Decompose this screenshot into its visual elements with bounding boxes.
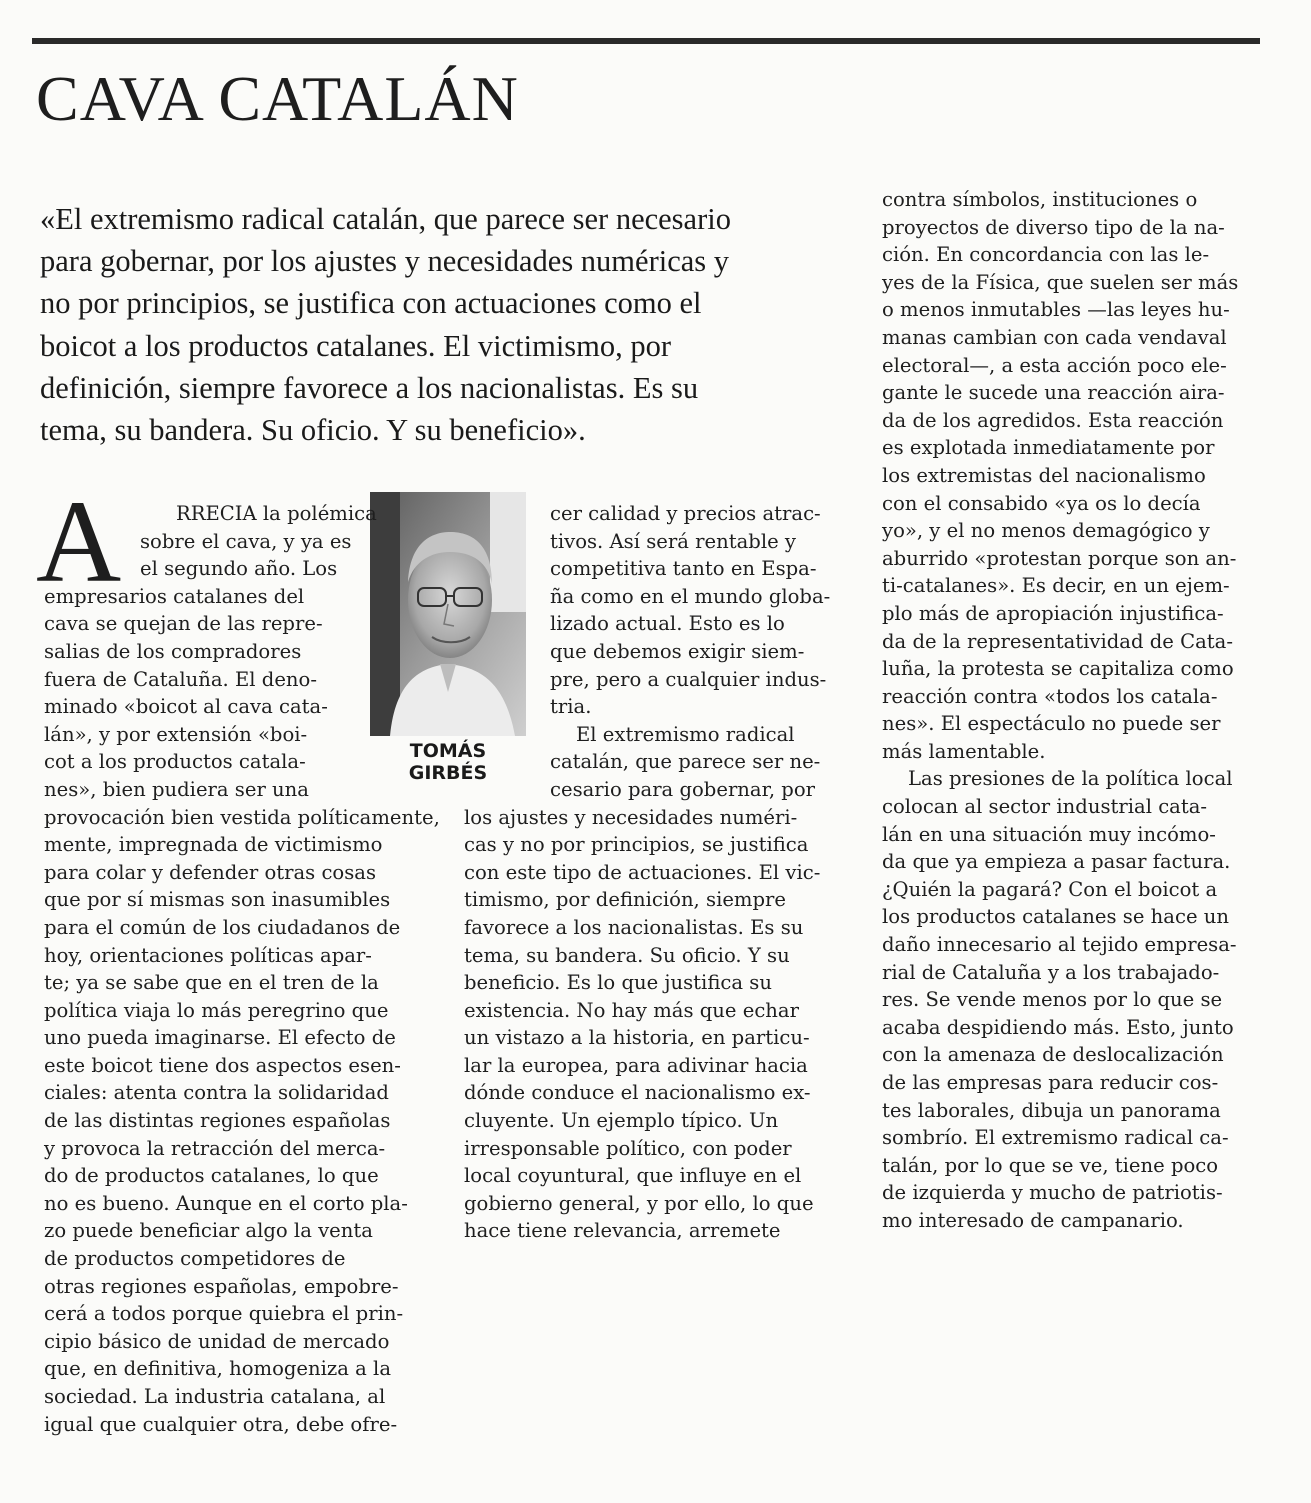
body-text-line: yes de la Física, que suelen ser más (882, 270, 1239, 294)
body-text-line: sombrío. El extremismo radical ca- (882, 1126, 1229, 1150)
body-text-line: do de productos catalanes, lo que (44, 1164, 379, 1188)
body-text-line: rial de Cataluña y a los trabajado- (882, 960, 1220, 984)
body-text-line: contra símbolos, instituciones o (882, 188, 1198, 211)
body-text-line: da de la representatividad de Cata- (882, 629, 1233, 653)
body-text-line: luña, la protesta se capitaliza como (882, 657, 1234, 681)
body-column-1 (44, 500, 454, 1438)
body-text-line: reacción contra «todos los catala- (882, 684, 1218, 708)
body-text-line: acaba despidiendo más. Esto, junto (882, 1015, 1234, 1039)
body-text-line: nes». El espectáculo no puede ser (882, 712, 1221, 736)
body-text-line: más lamentable. (882, 739, 1046, 763)
body-text-line: da que ya empieza a pasar factura. (882, 850, 1231, 874)
body-text-line: cluyente. Un ejemplo típico. Un (464, 1109, 779, 1133)
body-text-line: El extremismo radical (576, 722, 795, 746)
body-text-line: te; ya se sabe que en el tren de la (44, 971, 379, 995)
body-text-line: ciales: atenta contra la solidaridad (44, 1081, 389, 1105)
body-text-line: catalán, que parece ser ne- (550, 750, 821, 774)
pull-quote-line: boicot a los productos catalanes. El victimismo, por (40, 328, 672, 363)
body-text-line: ¿Quién la pagará? Con el boicot a (882, 877, 1218, 901)
body-text-line: lán», y por extensión «boi- (44, 722, 308, 746)
body-text-line: gante le sucede una reacción aira- (882, 381, 1225, 405)
body-column-2 (464, 500, 864, 1245)
top-rule (32, 38, 1260, 44)
body-text-line: manas cambian con cada vendaval (882, 325, 1227, 349)
body-text-line: cas y no por principios, se justifica (464, 833, 809, 857)
body-text-line: local coyuntural, que influye en el (464, 1164, 802, 1188)
body-text-line: que, en definitiva, homogeniza a la (44, 1357, 392, 1381)
body-text-line: mente, impregnada de victimismo (44, 833, 383, 857)
pull-quote (40, 198, 840, 451)
body-text-line: los productos catalanes se hace un (882, 905, 1230, 929)
body-column-3 (882, 186, 1274, 1235)
body-text-line: salias de los compradores (44, 639, 302, 663)
body-text-line: empresarios catalanes del (44, 584, 305, 608)
body-text-line: igual que cualquier otra, debe ofre- (44, 1412, 398, 1436)
body-text-line: mo interesado de campanario. (882, 1208, 1184, 1232)
author-last-name: GIRBÉS (408, 762, 488, 784)
body-text-line: con este tipo de actuaciones. El vic- (464, 860, 821, 884)
body-text-line: res. Se vende menos por lo que se (882, 988, 1223, 1012)
body-text-line: favorece a los nacionalistas. Es su (464, 915, 804, 939)
body-text-line: cot a los productos catala- (44, 750, 306, 774)
body-text-line: proyectos de diverso tipo de la na- (882, 215, 1225, 239)
body-text-line: Las presiones de la política local (908, 767, 1233, 791)
pull-quote-line: definición, siempre favorece a los nacionalistas. Es su (40, 370, 699, 405)
body-text-line: RRECIA la polémica (176, 502, 377, 525)
body-text-line: ti-catalanes». Es decir, en un ejem- (882, 574, 1230, 598)
body-text-line: para colar y defender otras cosas (44, 860, 377, 884)
body-text-line: que por sí mismas son inasumibles (44, 888, 391, 912)
body-text-line: daño innecesario al tejido empresa- (882, 933, 1237, 957)
body-text-line: de izquierda y mucho de patriotis- (882, 1181, 1223, 1205)
body-text-line: o menos inmutables —las leyes hu- (882, 298, 1230, 322)
body-text-line: de las empresas para reducir cos- (882, 1071, 1219, 1094)
body-text-line: ña como en el mundo globa- (550, 584, 831, 608)
body-text-line: lán en una situación muy incómo- (882, 822, 1216, 846)
body-text-line: sobre el cava, y ya es (140, 529, 352, 553)
body-text-line: colocan al sector industrial cata- (882, 795, 1208, 819)
body-text-line: con el consabido «ya os lo decía (882, 491, 1201, 515)
body-text-line: competitiva tanto en Espa- (550, 557, 817, 581)
body-text-line: tema, su bandera. Su oficio. Y su (464, 943, 790, 967)
body-text-line: hoy, orientaciones políticas apar- (44, 943, 372, 967)
body-text-line: electoral—, a esta acción poco ele- (882, 353, 1227, 377)
body-text-line: los ajustes y necesidades numéri- (464, 805, 798, 829)
body-text-line: yo», y el no menos demagógico y (882, 519, 1210, 543)
body-text-line: plo más de apropiación injustifica- (882, 601, 1224, 625)
article-title: CAVA CATALÁN (36, 63, 519, 134)
body-text-line: provocación bien vestida políticamente, (44, 805, 440, 829)
body-text-line: minado «boicot al cava cata- (44, 695, 328, 719)
pull-quote-line: tema, su bandera. Su oficio. Y su beneficio». (40, 413, 586, 448)
body-text-line: y provoca la retracción del merca- (44, 1136, 386, 1160)
body-text-line: aburrido «protestan porque son an- (882, 546, 1237, 570)
body-text-line: cipio básico de unidad de mercado (44, 1329, 390, 1353)
author-first-name: TOMÁS (409, 740, 487, 762)
body-text-line: los extremistas del nacionalismo (882, 463, 1206, 487)
body-text-line: este boicot tiene dos aspectos esen- (44, 1053, 401, 1077)
body-text-line: nes», bien pudiera ser una (44, 777, 309, 801)
body-text-line: sociedad. La industria catalana, al (44, 1385, 386, 1408)
body-text-line: de las distintas regiones españolas (44, 1109, 391, 1133)
body-text-line: dónde conduce el nacionalismo ex- (464, 1081, 811, 1105)
body-text-line: gobierno general, y por ello, lo que (464, 1191, 814, 1215)
body-text-line: timismo, por definición, siempre (464, 888, 787, 912)
body-text-line: lar la europea, para adivinar hacia (464, 1053, 808, 1077)
body-text-line: un vistazo a la historia, en particu- (464, 1026, 810, 1050)
body-text-line: existencia. No hay más que echar (464, 998, 799, 1022)
body-text-line: de productos competidores de (44, 1247, 346, 1271)
body-text-line: cava se quejan de las repre- (44, 612, 323, 636)
body-text-line: lizado actual. Esto es lo (550, 612, 785, 636)
body-text-line: que debemos exigir siem- (550, 639, 805, 663)
body-text-line: con la amenaza de deslocalización (882, 1043, 1224, 1067)
body-text-line: cerá a todos porque quiebra el prin- (44, 1302, 404, 1326)
pull-quote-line: «El extremismo radical catalán, que parece ser necesario (40, 202, 731, 236)
body-text-line: tivos. Así será rentable y (550, 529, 796, 553)
pull-quote-line: no por principios, se justifica con actuaciones como el (40, 286, 702, 321)
body-text-line: talán, por lo que se ve, tiene poco (882, 1153, 1219, 1177)
body-text-line: para el común de los ciudadanos de (44, 915, 401, 939)
body-text-line: el segundo año. Los (140, 557, 338, 581)
body-text-line: zo puede beneficiar algo la venta (44, 1219, 373, 1243)
body-text-line: es explotada inmediatamente por (882, 436, 1215, 460)
body-text-line: beneficio. Es lo que justifica su (464, 971, 772, 995)
drop-cap: A (36, 476, 122, 607)
body-text-line: tes laborales, dibuja un panorama (882, 1098, 1221, 1122)
body-text-line: tria. (550, 695, 592, 719)
body-text-line: cer calidad y precios atrac- (550, 502, 821, 525)
body-text-line: política viaja lo más peregrino que (44, 998, 389, 1022)
body-text-line: hace tiene relevancia, arremete (464, 1219, 781, 1243)
body-text-line: ción. En concordancia con las le- (882, 243, 1210, 267)
body-text-line: irresponsable político, con poder (464, 1136, 792, 1160)
body-text-line: fuera de Cataluña. El deno- (44, 667, 317, 691)
body-text-line: uno pueda imaginarse. El efecto de (44, 1026, 396, 1050)
body-text-line: cesario para gobernar, por (550, 777, 815, 801)
pull-quote-line: para gobernar, por los ajustes y necesidades numéricas y (40, 244, 730, 279)
body-text-line: pre, pero a cualquier indus- (550, 667, 827, 691)
body-text-line: no es bueno. Aunque en el corto pla- (44, 1191, 408, 1215)
body-text-line: da de los agredidos. Esta reacción (882, 408, 1224, 432)
body-text-line: otras regiones españolas, empobre- (44, 1274, 399, 1298)
